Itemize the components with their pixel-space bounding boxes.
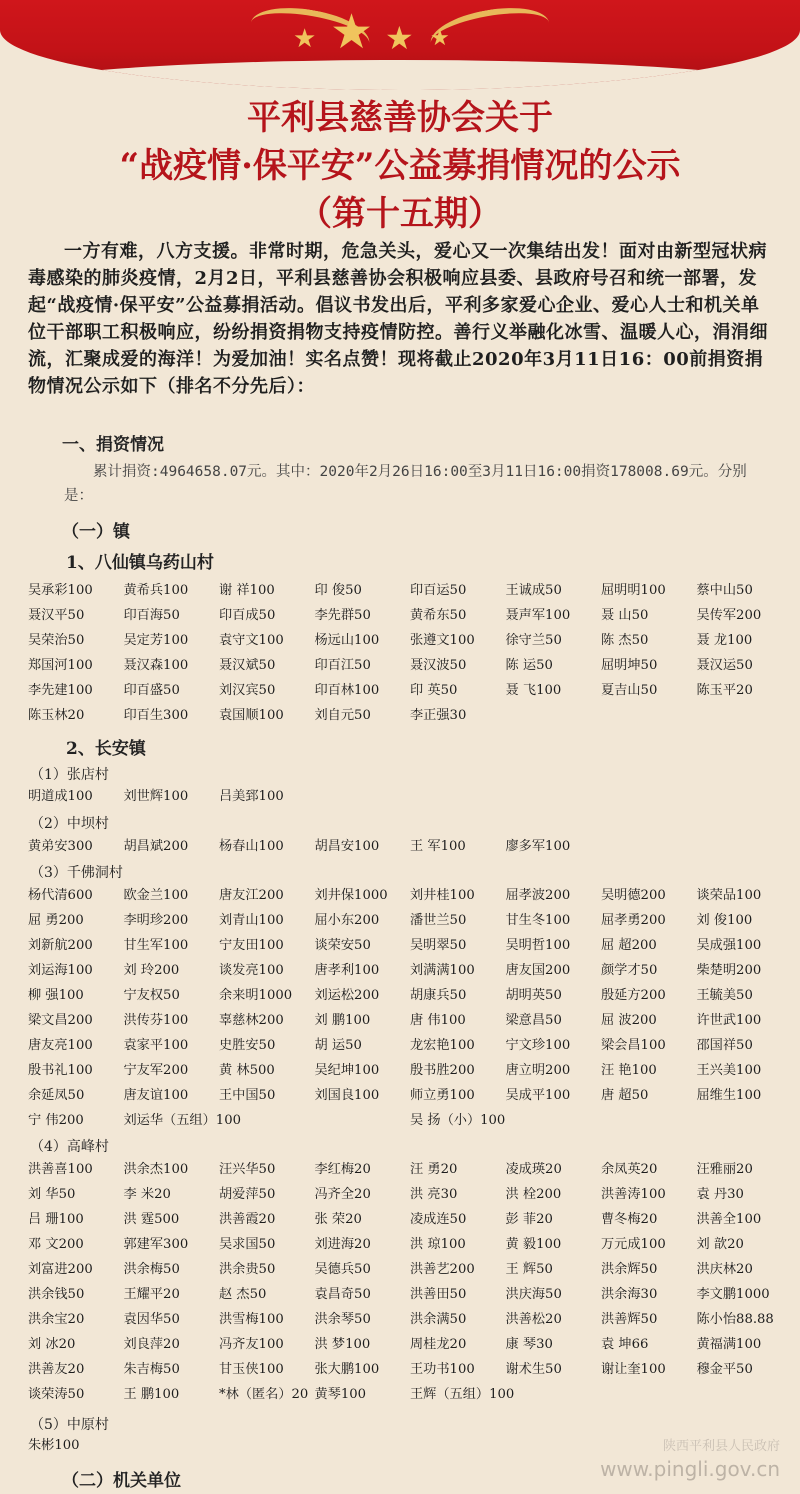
donor-row: [28, 1382, 792, 1407]
donor-entry: 印 俊50: [314, 583, 362, 598]
donor-entry: 洪余海30: [601, 1287, 658, 1302]
donor-entry: 宁文珍100: [505, 1038, 571, 1053]
donor-entry: 杨春山100: [219, 839, 284, 854]
star-icon: ★: [430, 26, 450, 51]
donor-entry: 屈 波200: [601, 1013, 657, 1028]
donor-entry: 刘 鹏100: [314, 1013, 371, 1028]
donor-entry: 刘青山100: [219, 913, 284, 928]
donor-entry: 洪善艺200: [410, 1262, 475, 1277]
donor-entry: 杨远山100: [314, 633, 380, 648]
donor-entry: 洪雪梅100: [219, 1312, 284, 1327]
donor-entry: 廖多军100: [505, 839, 571, 854]
donor-entry: 龙宏艳100: [410, 1038, 475, 1053]
donor-entry: 袁昌奇50: [314, 1287, 371, 1302]
donor-entry: 印百成50: [219, 608, 276, 623]
watermark-site-name: 陕西平利县人民政府: [662, 1439, 780, 1454]
donor-entry: 印百江50: [314, 658, 371, 673]
donor-entry: 谈荣涛50: [28, 1387, 85, 1402]
donor-entry: *林（匿名）20: [219, 1387, 309, 1402]
donor-entry: 吴明翠50: [410, 938, 467, 953]
donor-grid-qianfodong: [28, 883, 792, 1133]
donor-entry: 冯齐友100: [219, 1337, 284, 1352]
donor-entry: 王耀平20: [123, 1287, 180, 1302]
donor-entry: 吴明哲100: [505, 938, 571, 953]
donor-entry: 刘汉宾50: [219, 683, 276, 698]
village-title-zhongba: （2）中坝村: [30, 816, 109, 832]
donor-entry: 汪 艳100: [601, 1063, 657, 1078]
donor-entry: 洪善霞20: [219, 1212, 276, 1227]
donor-entry: 吕 珊100: [28, 1212, 84, 1227]
donor-entry: 王辉（五组）100: [410, 1387, 515, 1402]
donor-entry: 唐友谊100: [123, 1088, 189, 1103]
donor-entry: 洪余钱50: [28, 1287, 85, 1302]
donor-row: [28, 1058, 792, 1083]
donor-entry: 穆金平50: [696, 1362, 753, 1377]
donor-row: [28, 1182, 792, 1207]
donor-entry: 印百生300: [123, 708, 189, 723]
donor-entry: 黄弟安300: [28, 839, 93, 854]
village-title-wuyaoshan: 1、八仙镇乌药山村: [66, 553, 214, 573]
donor-entry: 胡爱萍50: [219, 1187, 276, 1202]
donor-entry: 陈玉林20: [28, 708, 85, 723]
donor-entry: 史胜安50: [219, 1038, 276, 1053]
donor-row: [28, 1307, 792, 1332]
donor-entry: 聂 龙100: [696, 633, 753, 648]
donor-entry: 颜学才50: [601, 963, 658, 978]
donor-entry: 洪 琼100: [410, 1237, 466, 1252]
donor-entry: 李先建100: [28, 683, 93, 698]
star-icon: ★: [330, 4, 374, 60]
donor-row: [28, 578, 792, 603]
donor-entry: 余延凤50: [28, 1088, 85, 1103]
donor-entry: 刘运海100: [28, 963, 93, 978]
watermark-site-url: www.pingli.gov.cn: [600, 1457, 780, 1481]
donor-entry: 李先群50: [314, 608, 371, 623]
village-title-qianfodong: （3）千佛洞村: [30, 865, 123, 881]
donor-entry: 王 鹏100: [123, 1387, 180, 1402]
donor-entry: 梁文昌200: [28, 1013, 93, 1028]
donor-entry: 刘 歆20: [696, 1237, 744, 1252]
donor-entry: 王中国50: [219, 1088, 276, 1103]
donor-entry: 吴荣治50: [28, 633, 85, 648]
donor-entry: 袁 坤66: [601, 1337, 649, 1352]
donor-entry: 郭建军300: [123, 1237, 189, 1252]
banner-curve: [0, 60, 800, 90]
donor-entry: 洪善喜100: [28, 1162, 93, 1177]
donor-entry: 余来明1000: [219, 988, 293, 1003]
donor-row: [28, 933, 792, 958]
donor-entry: 李 米20: [123, 1187, 171, 1202]
donor-entry: 辜慈林200: [219, 1013, 284, 1028]
donor-row: [28, 1282, 792, 1307]
donor-entry: 吕美郅100: [219, 789, 284, 804]
header-banner: [0, 0, 800, 90]
donor-entry: 刘 冰20: [28, 1337, 76, 1352]
donor-entry: 胡康兵50: [410, 988, 467, 1003]
donor-entry: 殷书礼100: [28, 1063, 93, 1078]
donor-entry: 聂汉运50: [696, 658, 753, 673]
donor-entry: 吴承彩100: [28, 583, 93, 598]
donor-entry: 王功书100: [410, 1362, 475, 1377]
donor-entry: 洪善全100: [696, 1212, 762, 1227]
donor-entry: 甘生冬100: [505, 913, 571, 928]
donor-entry: 朱吉梅50: [123, 1362, 180, 1377]
donor-entry: 李正强30: [410, 708, 467, 723]
donor-entry: 冯齐全20: [314, 1187, 371, 1202]
donor-entry: 杨代清600: [28, 888, 93, 903]
donor-row: [28, 1433, 124, 1458]
donor-entry: 洪 霆500: [123, 1212, 180, 1227]
donor-entry: 甘玉侠100: [219, 1362, 284, 1377]
donor-entry: 柴楚明200: [696, 963, 762, 978]
donor-entry: 谢让奎100: [601, 1362, 666, 1377]
donor-entry: 黄 林500: [219, 1063, 275, 1078]
donor-entry: 欧金兰100: [123, 888, 189, 903]
donor-entry: 胡昌斌200: [123, 839, 189, 854]
donor-entry: 柳 强100: [28, 988, 84, 1003]
donor-entry: 屈孝波200: [505, 888, 571, 903]
donor-entry: 刘新航200: [28, 938, 93, 953]
donor-entry: 谈发亮100: [219, 963, 284, 978]
donor-entry: 师立勇100: [410, 1088, 475, 1103]
donor-entry: 宁 伟200: [28, 1113, 84, 1128]
donor-entry: 张大鹏100: [314, 1362, 380, 1377]
donor-entry: 吴定芳100: [123, 633, 189, 648]
donor-entry: 夏吉山50: [601, 683, 658, 698]
donor-entry: 洪善辉50: [601, 1312, 658, 1327]
donor-entry: 宁友权50: [123, 988, 180, 1003]
donor-entry: 朱彬100: [28, 1438, 80, 1453]
donor-entry: 洪善涛100: [601, 1187, 666, 1202]
donor-entry: 李明珍200: [123, 913, 189, 928]
donor-row: [28, 883, 792, 908]
donor-entry: 明道成100: [28, 789, 93, 804]
donor-row: [28, 653, 792, 678]
donor-row: [28, 1357, 792, 1382]
donor-entry: 刘富进200: [28, 1262, 93, 1277]
donor-row: [28, 1157, 792, 1182]
donor-entry: 唐友国200: [505, 963, 571, 978]
donor-entry: 印百运50: [410, 583, 467, 598]
donor-entry: 洪传芬100: [123, 1013, 189, 1028]
page-title-line1: 平利县慈善协会关于: [247, 98, 553, 138]
donor-entry: 聂 飞100: [505, 683, 562, 698]
donor-entry: 蔡中山50: [696, 583, 753, 598]
donor-entry: 邵国祥50: [696, 1038, 753, 1053]
donor-row: [28, 1083, 792, 1108]
donor-entry: 李文鹏1000: [696, 1287, 770, 1302]
donor-entry: 袁家平100: [123, 1038, 189, 1053]
donor-entry: 屈维生100: [696, 1088, 762, 1103]
donor-entry: 洪庆林20: [696, 1262, 753, 1277]
donor-entry: 张遵文100: [410, 633, 475, 648]
donor-entry: 谢术生50: [505, 1362, 562, 1377]
donor-entry: 袁国顺100: [219, 708, 284, 723]
donor-entry: 袁守文100: [219, 633, 284, 648]
donor-row: [28, 1008, 792, 1033]
donor-entry: 王兴美100: [696, 1063, 762, 1078]
donor-entry: 屈 超200: [601, 938, 657, 953]
donor-entry: 唐孝利100: [314, 963, 380, 978]
donor-row: [28, 1257, 792, 1282]
donor-entry: 刘良萍20: [123, 1337, 180, 1352]
donor-entry: 胡明英50: [505, 988, 562, 1003]
village-title-gaofeng: （4）高峰村: [30, 1139, 109, 1155]
donor-entry: 唐 超50: [601, 1088, 649, 1103]
site-watermark: [600, 1436, 780, 1480]
donor-row: [28, 1108, 792, 1133]
donor-row: [28, 1033, 792, 1058]
donor-entry: 印百盛50: [123, 683, 180, 698]
donor-entry: 洪余宝20: [28, 1312, 85, 1327]
donor-entry: 洪余杰100: [123, 1162, 189, 1177]
donor-entry: 殷延方200: [601, 988, 666, 1003]
donor-row: [28, 1332, 792, 1357]
donor-entry: 刘满满100: [410, 963, 475, 978]
donor-entry: 洪善田50: [410, 1287, 467, 1302]
donor-entry: 刘 玲200: [123, 963, 180, 978]
donor-entry: 洪余辉50: [601, 1262, 658, 1277]
donor-entry: 屈 勇200: [28, 913, 84, 928]
donor-entry: 谈荣安50: [314, 938, 371, 953]
donor-entry: 洪余琴50: [314, 1312, 371, 1327]
donor-row: [28, 1232, 792, 1257]
donor-entry: 邓 文200: [28, 1237, 84, 1252]
donor-entry: 洪余贵50: [219, 1262, 276, 1277]
donor-entry: 袁 丹30: [696, 1187, 744, 1202]
donor-entry: 印百林100: [314, 683, 380, 698]
donor-entry: 唐友江200: [219, 888, 284, 903]
donor-entry: 康 琴30: [505, 1337, 553, 1352]
village-title-zhongyuan: （5）中原村: [30, 1417, 109, 1433]
donor-entry: 刘井保1000: [314, 888, 388, 903]
donor-entry: 宁友军200: [123, 1063, 189, 1078]
donor-entry: 刘运松200: [314, 988, 380, 1003]
donor-grid-zhangdian: [28, 784, 315, 809]
donor-entry: 刘进海20: [314, 1237, 371, 1252]
donor-entry: 洪余梅50: [123, 1262, 180, 1277]
donor-entry: 陈 运50: [505, 658, 553, 673]
donor-entry: 梁意昌50: [505, 1013, 562, 1028]
donor-entry: 吴传军200: [696, 608, 762, 623]
page-title-line2: “战疫情·保平安”公益募捐情况的公示: [119, 146, 681, 186]
donor-entry: 许世武100: [696, 1013, 762, 1028]
donor-entry: 谢 祥100: [219, 583, 275, 598]
donor-entry: 汪 勇20: [410, 1162, 458, 1177]
donor-entry: 凌成连50: [410, 1212, 467, 1227]
donor-entry: 洪善松20: [505, 1312, 562, 1327]
donor-entry: 印 英50: [410, 683, 458, 698]
donor-entry: 胡昌安100: [314, 839, 380, 854]
donor-entry: 唐立明200: [505, 1063, 571, 1078]
star-icon: ★: [385, 19, 414, 57]
donor-entry: 陈小怡88.88: [696, 1312, 774, 1327]
intro-paragraph: 一方有难，八方支援。非常时期，危急关头，爱心又一次集结出发！面对由新型冠状病毒感染的肺炎疫情，2月2日，平利县慈善协会积极响应县委、县政府号召和统一部署，发起“战疫情·保平安”公益募捐活动。倡议书发出后，平利多家爱心企业、爱心人士和机关单位干部职工积极响应，纷纷捐资捐物支持疫情防控。善行义举融化冰雪、温暖人心，涓涓细流，汇聚成爱的海洋！为爱加油！实名点赞！现将截止2020年3月11日16：00前捐资捐物情况公示如下（排名不分先后）：: [28, 241, 768, 397]
donor-entry: 吴成强100: [696, 938, 762, 953]
donor-entry: 洪余满50: [410, 1312, 467, 1327]
donor-entry: 周桂龙20: [410, 1337, 467, 1352]
donor-entry: 洪 栓200: [505, 1187, 562, 1202]
agencies-heading: （二）机关单位: [62, 1471, 181, 1491]
donor-grid-zhongba: [28, 834, 601, 859]
donor-entry: 刘运华（五组）100: [123, 1113, 241, 1128]
donor-entry: 刘国良100: [314, 1088, 380, 1103]
donor-entry: 徐守兰50: [505, 633, 562, 648]
donor-entry: 屈小东200: [314, 913, 380, 928]
donor-entry: 胡 运50: [314, 1038, 362, 1053]
donor-row: [28, 703, 792, 728]
donor-entry: 刘 俊100: [696, 913, 753, 928]
donor-row: [28, 834, 601, 859]
donor-entry: 黄琴100: [314, 1387, 367, 1402]
donor-entry: 黄 毅100: [505, 1237, 562, 1252]
donor-entry: 凌成瑛20: [505, 1162, 562, 1177]
donor-entry: 汪兴华50: [219, 1162, 276, 1177]
donor-entry: 谈荣品100: [696, 888, 762, 903]
donor-entry: 张 荣20: [314, 1212, 362, 1227]
donor-entry: 袁因华50: [123, 1312, 180, 1327]
donor-grid-wuyaoshan: [28, 578, 792, 728]
donor-entry: 吴成平100: [505, 1088, 571, 1103]
donor-entry: 洪庆海50: [505, 1287, 562, 1302]
donor-entry: 甘生军100: [123, 938, 189, 953]
donor-entry: 聂汉斌50: [219, 658, 276, 673]
donor-entry: 屈明坤50: [601, 658, 658, 673]
donor-entry: 吴求国50: [219, 1237, 276, 1252]
donor-entry: 梁会昌100: [601, 1038, 666, 1053]
donor-entry: 唐 伟100: [410, 1013, 466, 1028]
donor-entry: 洪 亮30: [410, 1187, 458, 1202]
donor-entry: 陈 杰50: [601, 633, 649, 648]
donor-entry: 黄福满100: [696, 1337, 762, 1352]
donation-summary: 累计捐资:4964658.07元。其中：2020年2月26日16:00至3月11日16:00捐资178008.69元。分别是：: [64, 464, 747, 504]
donor-entry: 郑国河100: [28, 658, 93, 673]
village-title-zhangdian: （1）张店村: [30, 767, 109, 783]
donor-entry: 聂汉平50: [28, 608, 85, 623]
donor-row: [28, 983, 792, 1008]
donor-entry: 洪善友20: [28, 1362, 85, 1377]
donor-entry: 曹冬梅20: [601, 1212, 658, 1227]
donor-entry: 陈玉平20: [696, 683, 753, 698]
donor-entry: 聂汉波50: [410, 658, 467, 673]
donor-row: [28, 628, 792, 653]
donor-row: [28, 784, 315, 809]
town-title-changan: 2、长安镇: [66, 739, 146, 759]
donor-row: [28, 603, 792, 628]
donor-grid-gaofeng: [28, 1157, 792, 1407]
donor-entry: 潘世兰50: [410, 913, 467, 928]
page-title-issue: （第十五期）: [298, 194, 502, 234]
donor-row: [28, 958, 792, 983]
donor-entry: 刘自元50: [314, 708, 371, 723]
donor-entry: 李红梅20: [314, 1162, 371, 1177]
donor-entry: 吴纪坤100: [314, 1063, 380, 1078]
donor-entry: 印百海50: [123, 608, 180, 623]
donor-entry: 屈明明100: [601, 583, 666, 598]
donor-entry: 聂声军100: [505, 608, 571, 623]
donor-entry: 吴德兵50: [314, 1262, 371, 1277]
donor-entry: 汪雅丽20: [696, 1162, 753, 1177]
donor-entry: 刘 华50: [28, 1187, 76, 1202]
donor-row: [28, 908, 792, 933]
donor-entry: 黄希兵100: [123, 583, 189, 598]
donor-entry: 宁友田100: [219, 938, 284, 953]
donor-entry: 彭 菲20: [505, 1212, 553, 1227]
donor-entry: 王毓美50: [696, 988, 753, 1003]
donor-grid-zhongyuan: [28, 1433, 124, 1458]
donor-entry: 黄希东50: [410, 608, 467, 623]
donor-entry: 刘世辉100: [123, 789, 189, 804]
donor-entry: 万元成100: [601, 1237, 666, 1252]
donor-entry: 王 辉50: [505, 1262, 553, 1277]
towns-heading: （一）镇: [62, 522, 130, 542]
section-heading-donations: 一、捐资情况: [62, 435, 164, 455]
donor-entry: 聂 山50: [601, 608, 649, 623]
donor-entry: 聂汉森100: [123, 658, 189, 673]
donor-entry: 唐友亮100: [28, 1038, 93, 1053]
donor-row: [28, 1207, 792, 1232]
donor-entry: 吴 扬（小）100: [410, 1113, 506, 1128]
donor-entry: 赵 杰50: [219, 1287, 267, 1302]
donor-row: [28, 678, 792, 703]
donor-entry: 屈孝勇200: [601, 913, 666, 928]
donor-entry: 王 军100: [410, 839, 466, 854]
donor-entry: 洪 梦100: [314, 1337, 371, 1352]
donor-entry: 余凤英20: [601, 1162, 658, 1177]
donor-entry: 吴明德200: [601, 888, 666, 903]
donor-entry: 王诚成50: [505, 583, 562, 598]
donor-entry: 刘井桂100: [410, 888, 475, 903]
donor-entry: 殷书胜200: [410, 1063, 475, 1078]
star-icon: ★: [293, 24, 317, 54]
